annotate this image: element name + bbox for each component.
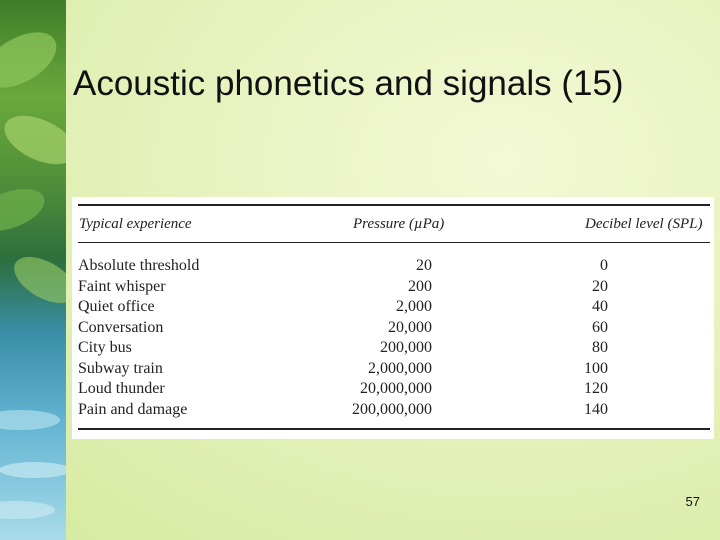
cell-decibel: 80: [592, 339, 608, 356]
cell-pressure: 2,000: [396, 298, 432, 315]
cell-pressure: 20,000: [388, 318, 432, 336]
page-number: 57: [685, 494, 700, 509]
table-row: [72, 277, 714, 298]
table-bottom-rule: [78, 428, 710, 430]
table-top-rule: [78, 204, 710, 206]
table-row: [72, 256, 714, 277]
table-body: [72, 256, 714, 420]
cell-experience: Absolute threshold: [78, 257, 200, 274]
cell-decibel: 20: [592, 277, 608, 295]
cell-pressure: 20,000,000: [360, 380, 432, 397]
cell-experience: Loud thunder: [78, 380, 165, 397]
cell-decibel: 60: [592, 318, 608, 336]
cell-pressure: 200,000,000: [352, 400, 432, 418]
header-decibel-level: Decibel level (SPL): [585, 216, 703, 232]
cell-experience: Conversation: [78, 318, 164, 336]
cell-decibel: 140: [584, 400, 608, 418]
cell-decibel: 40: [592, 298, 608, 315]
table-row: [72, 338, 714, 359]
cell-experience: Faint whisper: [78, 277, 166, 295]
table-row: [72, 318, 714, 339]
decorative-leaf-strip: [0, 0, 66, 540]
header-typical-experience: Typical experience: [79, 216, 192, 232]
cell-decibel: 120: [584, 380, 608, 397]
slide-title: Acoustic phonetics and signals (15): [73, 64, 624, 103]
header-pressure: Pressure (µPa): [353, 216, 445, 232]
cell-pressure: 200: [408, 277, 432, 295]
cell-experience: Quiet office: [78, 298, 155, 315]
cell-experience: Pain and damage: [78, 400, 188, 418]
table-row: [72, 400, 714, 421]
cell-decibel: 100: [584, 359, 608, 377]
table-row: [72, 297, 714, 318]
cell-experience: Subway train: [78, 359, 163, 377]
cell-decibel: 0: [600, 257, 608, 274]
sound-level-table: [72, 197, 714, 439]
table-header-rule: [78, 242, 710, 243]
table-row: [72, 359, 714, 380]
cell-pressure: 20: [416, 257, 432, 274]
leaf-water-image: [0, 0, 66, 540]
cell-experience: City bus: [78, 339, 132, 356]
cell-pressure: 2,000,000: [368, 359, 432, 377]
cell-pressure: 200,000: [380, 339, 432, 356]
table-row: [72, 379, 714, 400]
